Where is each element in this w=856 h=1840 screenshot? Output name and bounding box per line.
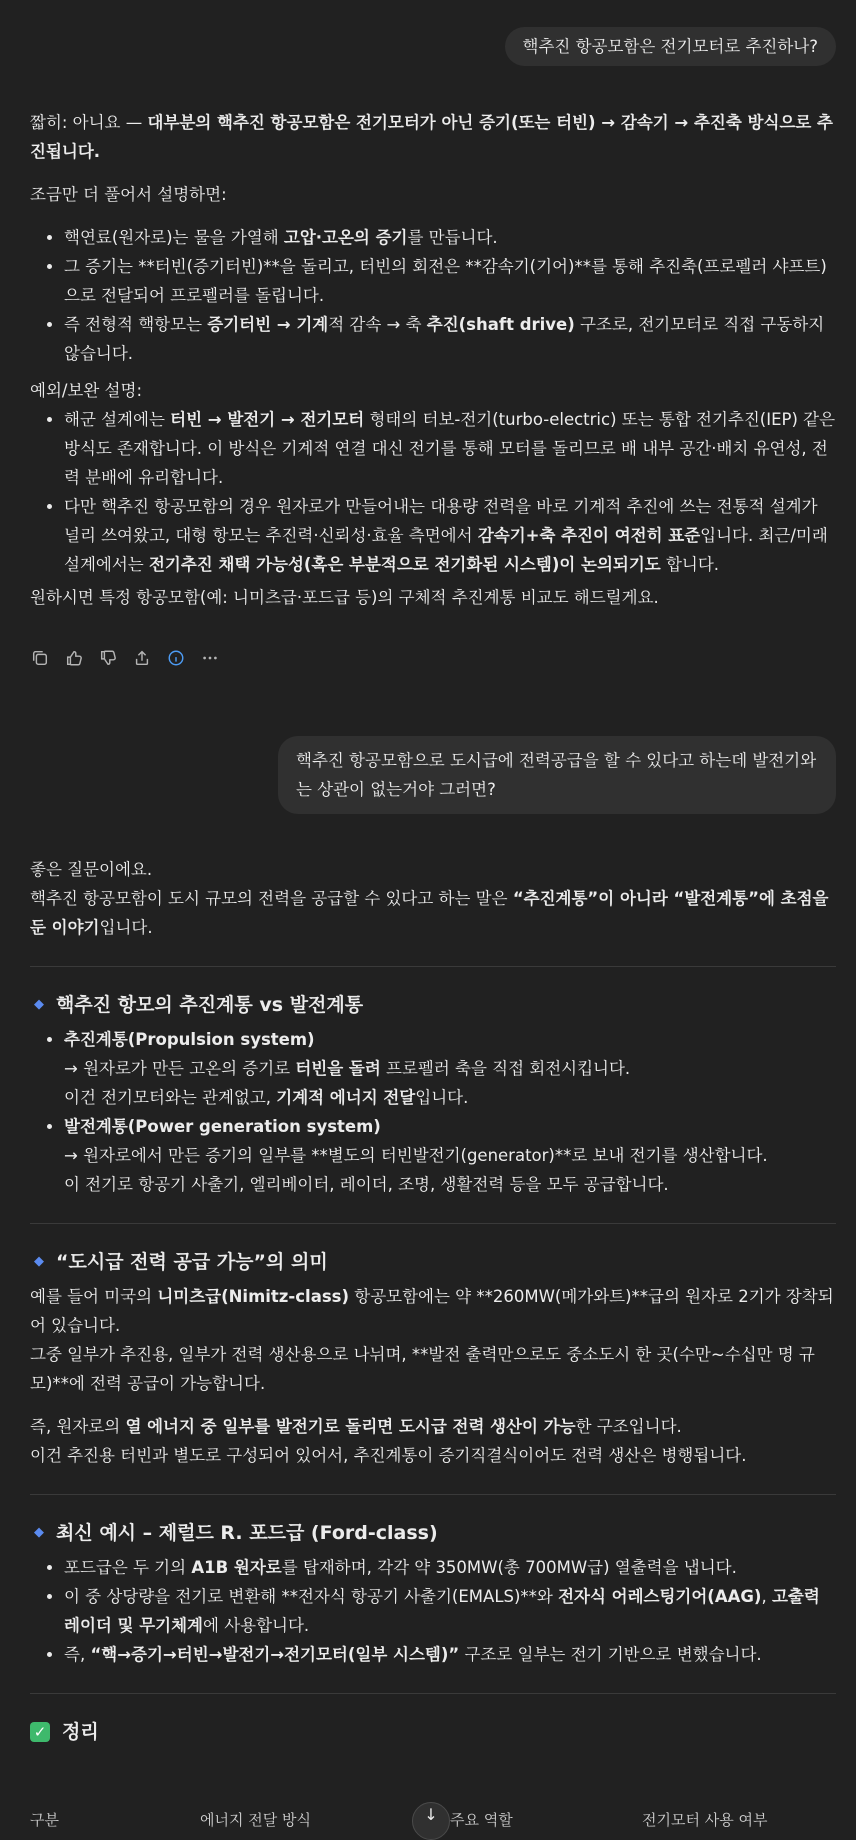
table-header-cell: 에너지 전달 방식 bbox=[200, 1811, 311, 1829]
info-icon[interactable] bbox=[166, 648, 186, 668]
copy-icon[interactable] bbox=[30, 648, 50, 668]
divider bbox=[30, 1494, 836, 1495]
bullet-list bbox=[30, 1025, 836, 1199]
answer-intro: 짧히: 아니요 — 대부분의 핵추진 항공모함은 전기모터가 아닌 증기(또는 터빈) → 감속기 → 추진축 방식으로 추진됩니다. bbox=[30, 113, 833, 161]
section-heading: ✓ 정리 bbox=[30, 1716, 836, 1748]
list-item: • 그 증기는 **터빈(증기터빈)**을 돌리고, 터빈의 회전은 **감속기(기어)**를 통해 추진축(프로펠러 샤프트)으로 전달되어 프로펠러를 돌립니다. bbox=[64, 252, 836, 310]
diamond-icon: ◆ bbox=[34, 1254, 44, 1269]
divider bbox=[30, 1693, 836, 1694]
bullet-list bbox=[30, 405, 836, 579]
list-item: • 추진계통(Propulsion system) → 원자로가 만든 고온의 증기로 터빈을 돌려 프로펠러 축을 직접 회전시킵니다. 이건 전기모터와는 관계없고, 기계적 에너지 전달입니다. bbox=[64, 1025, 836, 1112]
user-message-2: 핵추진 항공모함으로 도시급에 전력공급을 할 수 있다고 하는데 발전기와는 상관이 없는거야 그러면? bbox=[278, 736, 836, 814]
list-item: • 즉 전형적 핵항모는 증기터빈 → 기계적 감속 → 축 추진(shaft drive) 구조로, 전기모터로 직접 구동하지 않습니다. bbox=[64, 310, 836, 368]
answer-text: 즉, 원자로의 열 에너지 중 일부를 발전기로 돌리면 도시급 전력 생산이 가능한 구조입니다. 이건 추진용 터빈과 별도로 구성되어 있어서, 추진계통이 증기직결식이어도 전력 생산은 병행됩니다. bbox=[30, 1417, 747, 1465]
section-heading: ◆ 핵추진 항모의 추진계통 vs 발전계통 bbox=[30, 989, 836, 1021]
thumbs-down-icon[interactable] bbox=[98, 648, 118, 668]
list-item: • 핵연료(원자로)는 물을 가열해 고압·고온의 증기를 만듭니다. bbox=[64, 223, 836, 252]
bullet-list bbox=[30, 223, 836, 368]
answer-text: 핵추진 항공모함이 도시 규모의 전력을 공급할 수 있다고 하는 말은 “추진계통”이 아니라 “발전계통”에 초점을 둔 이야기입니다. bbox=[30, 889, 829, 937]
divider bbox=[30, 1223, 836, 1224]
table-header-cell: 구분 bbox=[30, 1811, 59, 1829]
answer-text: 예외/보완 설명: bbox=[30, 381, 142, 400]
diamond-icon: ◆ bbox=[34, 997, 44, 1012]
list-item: • 해군 설계에는 터빈 → 발전기 → 전기모터 형태의 터보-전기(turbo-electric) 또는 통합 전기추진(IEP) 같은 방식도 존재합니다. 이 방식은 기계적 연결 대신 전기를 통해 모터를 돌리므로 배 내부 공간·배치 유연성, 전력 분배에 유리합니다. bbox=[64, 405, 836, 492]
answer-text: 원하시면 특정 항공모함(예: 니미츠급·포드급 등)의 구체적 추진계통 비교도 해드릴게요. bbox=[30, 588, 659, 607]
answer-text: 좋은 질문이에요. bbox=[30, 860, 153, 879]
bullet-list bbox=[30, 1553, 836, 1669]
answer-text: 조금만 더 풀어서 설명하면: bbox=[30, 185, 227, 204]
table-header-cell: 전기모터 사용 여부 bbox=[642, 1811, 768, 1829]
thumbs-up-icon[interactable] bbox=[64, 648, 84, 668]
scroll-down-button[interactable] bbox=[412, 1802, 450, 1840]
check-icon: ✓ bbox=[30, 1722, 50, 1742]
user-message-1: 핵추진 항공모함은 전기모터로 추진하나? bbox=[505, 27, 836, 66]
list-item: • 이 중 상당량을 전기로 변환해 **전자식 항공기 사출기(EMALS)**와 전자식 어레스팅기어(AAG), 고출력 레이더 및 무기체계에 사용합니다. bbox=[64, 1582, 836, 1640]
table-header-cell: 주요 역할 bbox=[450, 1811, 513, 1829]
divider bbox=[30, 966, 836, 967]
more-icon[interactable] bbox=[200, 648, 220, 668]
share-icon[interactable] bbox=[132, 648, 152, 668]
list-item: • 발전계통(Power generation system) → 원자로에서 만든 증기의 일부를 **별도의 터빈발전기(generator)**로 보내 전기를 생산합니다. 이 전기로 항공기 사출기, 엘리베이터, 레이더, 조명, 생활전력 등을 모두 공급합니다. bbox=[64, 1112, 836, 1199]
list-item: • 포드급은 두 기의 A1B 원자로를 탑재하며, 각각 약 350MW(총 700MW급) 열출력을 냅니다. bbox=[64, 1553, 836, 1582]
list-item: • 즉, “핵→증기→터빈→발전기→전기모터(일부 시스템)” 구조로 일부는 전기 기반으로 변했습니다. bbox=[64, 1640, 836, 1669]
section-heading: ◆ “도시급 전력 공급 가능”의 의미 bbox=[30, 1246, 836, 1278]
assistant-message-1 bbox=[30, 108, 836, 612]
section-heading: ◆ 최신 예시 – 제럴드 R. 포드급 (Ford-class) bbox=[30, 1517, 836, 1549]
list-item: • 다만 핵추진 항공모함의 경우 원자로가 만들어내는 대용량 전력을 바로 기계적 추진에 쓰는 전통적 설계가 널리 쓰여왔고, 대형 항모는 추진력·신뢰성·효율 측면에서 감속기+축 추진이 여전히 표준입니다. 최근/미래 설계에서는 전기추진 채택 가능성(혹은 부분적으로 전기화된 시스템)이 논의되기도 합니다. bbox=[64, 492, 836, 579]
diamond-icon: ◆ bbox=[34, 1525, 44, 1540]
assistant-message-2 bbox=[30, 855, 836, 1748]
message-actions bbox=[30, 646, 220, 670]
arrow-down-icon: ↓ bbox=[424, 1805, 438, 1824]
answer-text: 예를 들어 미국의 니미츠급(Nimitz-class) 항공모함에는 약 **260MW(메가와트)**급의 원자로 2기가 장착되어 있습니다. 그중 일부가 추진용, 일부가 전력 생산용으로 나뉘며, **발전 출력만으로도 중소도시 한 곳(수만~수십만 명 규모)**에 전력 공급이 가능합니다. bbox=[30, 1287, 834, 1393]
